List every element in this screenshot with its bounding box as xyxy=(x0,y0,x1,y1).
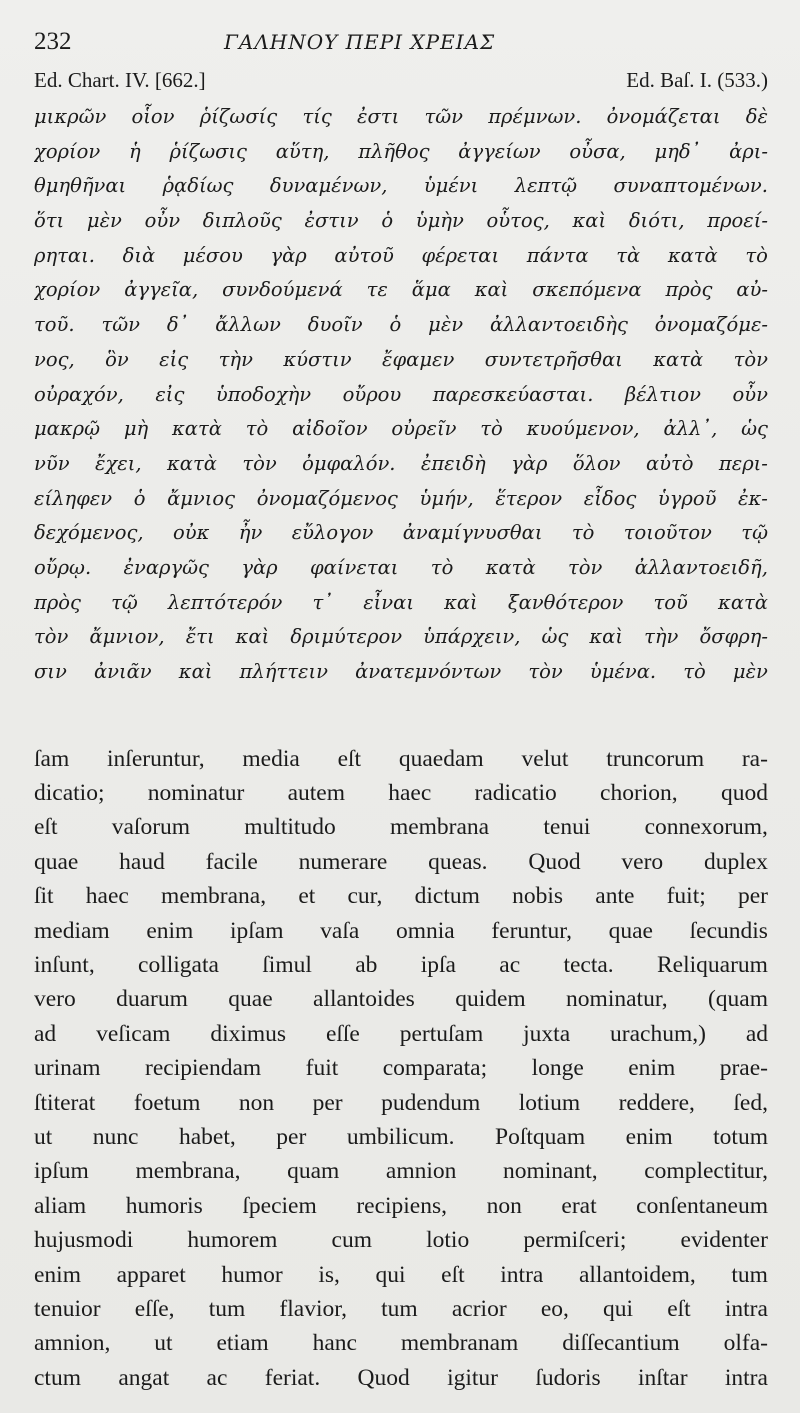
latin-text-line: ſam inſeruntur, media eſt quaedam velut truncorum ra- xyxy=(34,745,768,772)
greek-text-line: τοῦ. τῶν δ᾽ ἄλλων δυοῖν ὁ μὲν ἀλλαντοειδὴς ὀνομαζόμε- xyxy=(34,313,768,337)
latin-text-line: ad veſicam diximus eſſe pertuſam juxta urachum,) ad xyxy=(34,1020,768,1047)
greek-text-line: δεχόμενος, οὐκ ἦν εὔλογον ἀναμίγνυσθαι τὸ τοιοῦτον τῷ xyxy=(34,521,768,545)
latin-text-line: eſt vaſorum multitudo membrana tenui connexorum, xyxy=(34,814,768,841)
page-number: 232 xyxy=(34,28,72,55)
latin-text-line: enim apparet humor is, qui eſt intra allantoidem, tum xyxy=(34,1261,768,1288)
latin-text-line: ipſum membrana, quam amnion nominant, complectitur, xyxy=(34,1158,768,1185)
greek-text-line: είληφεν ὁ ἄμνιος ὀνομαζόμενος ὑμήν, ἕτερον εἶδος ὑγροῦ ἐκ- xyxy=(34,486,768,510)
greek-text-line: σιν ἀνιᾶν καὶ πλήττειν ἀνατεμνόντων τὸν ὑμένα. τὸ μὲν xyxy=(34,660,768,683)
latin-text-line: ſit haec membrana, et cur, dictum nobis ante fuit; per xyxy=(34,883,768,910)
greek-text-line: νος, ὃν εἰς τὴν κύστιν ἔφαμεν συντετρῆσθαι κατὰ τὸν xyxy=(34,347,768,371)
latin-text-line: quae haud facile numerare queas. Quod vero duplex xyxy=(34,848,768,875)
greek-text-line: ὅτι μὲν οὖν διπλοῦς ἐστιν ὁ ὑμὴν οὗτος, καὶ διότι, προεί- xyxy=(34,209,768,233)
edition-chartier: Ed. Chart. IV. [662.] xyxy=(34,68,206,92)
greek-text-line: μακρῷ μὴ κατὰ τὸ αἰδοῖον οὐρεῖν τὸ κυούμενον, ἀλλ᾽, ὡς xyxy=(34,417,768,441)
latin-text-line: ctum angat ac feriat. Quod igitur ſudoris inſtar intra xyxy=(34,1364,768,1391)
greek-text-line: ρηται. διὰ μέσου γὰρ αὐτοῦ φέρεται πάντα τὰ κατὰ τὸ xyxy=(34,243,768,267)
greek-text-line: οὐραχόν, εἰς ὑποδοχὴν οὔρου παρεσκεύασται. βέλτιον οὖν xyxy=(34,382,768,406)
latin-text-line: tenuior eſſe, tum flavior, tum acrior eo, qui eſt intra xyxy=(34,1295,768,1322)
latin-text-line: amnion, ut etiam hanc membranam diſſecantium olfa- xyxy=(34,1330,768,1357)
latin-text-line: vero duarum quae allantoides quidem nominatur, (quam xyxy=(34,986,768,1013)
running-title: ΓΑΛΗΝΟΥ ΠΕΡΙ ΧΡΕΙΑΣ xyxy=(224,30,496,54)
greek-text-line: χορίον ἡ ῥίζωσις αὕτη, πλῆθος ἀγγείων οὖσα, μηδ᾽ ἀρι- xyxy=(34,139,768,163)
greek-text-line: πρὸς τῷ λεπτότερόν τ᾽ εἶναι καὶ ξανθότερον τοῦ κατὰ xyxy=(34,590,768,614)
latin-text-line: ut nunc habet, per umbilicum. Poſtquam enim totum xyxy=(34,1123,768,1150)
running-head xyxy=(34,28,768,62)
latin-text-line: aliam humoris ſpeciem recipiens, non erat conſentaneum xyxy=(34,1192,768,1219)
greek-text-line: χορίον ἀγγεῖα, συνδούμενά τε ἅμα καὶ σκεπόμενα πρὸς αὐ- xyxy=(34,278,768,302)
edition-references xyxy=(34,68,768,98)
latin-text-line: urinam recipiendam fuit comparata; longe enim prae- xyxy=(34,1055,768,1082)
greek-text xyxy=(34,100,768,690)
latin-text-line: hujusmodi humorem cum lotio permiſceri; evidenter xyxy=(34,1227,768,1254)
greek-text-line: νῦν ἔχει, κατὰ τὸν ὀμφαλόν. ἐπειδὴ γὰρ ὅλον αὐτὸ περι- xyxy=(34,451,768,475)
latin-text-line: mediam enim ipſam vaſa omnia feruntur, quae ſecundis xyxy=(34,917,768,944)
edition-basel: Ed. Baſ. I. (533.) xyxy=(626,68,768,92)
latin-text-line: dicatio; nominatur autem haec radicatio chorion, quod xyxy=(34,780,768,807)
greek-text-line: οὔρῳ. ἐναργῶς γὰρ φαίνεται τὸ κατὰ τὸν ἀλλαντοειδῆ, xyxy=(34,555,768,579)
greek-text-line: τὸν ἄμνιον, ἔτι καὶ δριμύτερον ὑπάρχειν, ὡς καὶ τὴν ὄσφρη- xyxy=(34,625,768,649)
greek-text-line: μικρῶν οἷον ῥίζωσίς τίς ἐστι τῶν πρέμνων. ὀνομάζεται δὲ xyxy=(34,105,768,128)
latin-translation xyxy=(34,742,768,1395)
greek-text-line: θμηθῆναι ῥᾳδίως δυναμένων, ὑμένι λεπτῷ συναπτομένων. xyxy=(34,174,768,198)
latin-text-line: ſtiterat foetum non per pudendum lotium reddere, ſed, xyxy=(34,1089,768,1116)
latin-text-line: inſunt, colligata ſimul ab ipſa ac tecta. Reliquarum xyxy=(34,952,768,979)
section-gap xyxy=(34,690,768,742)
